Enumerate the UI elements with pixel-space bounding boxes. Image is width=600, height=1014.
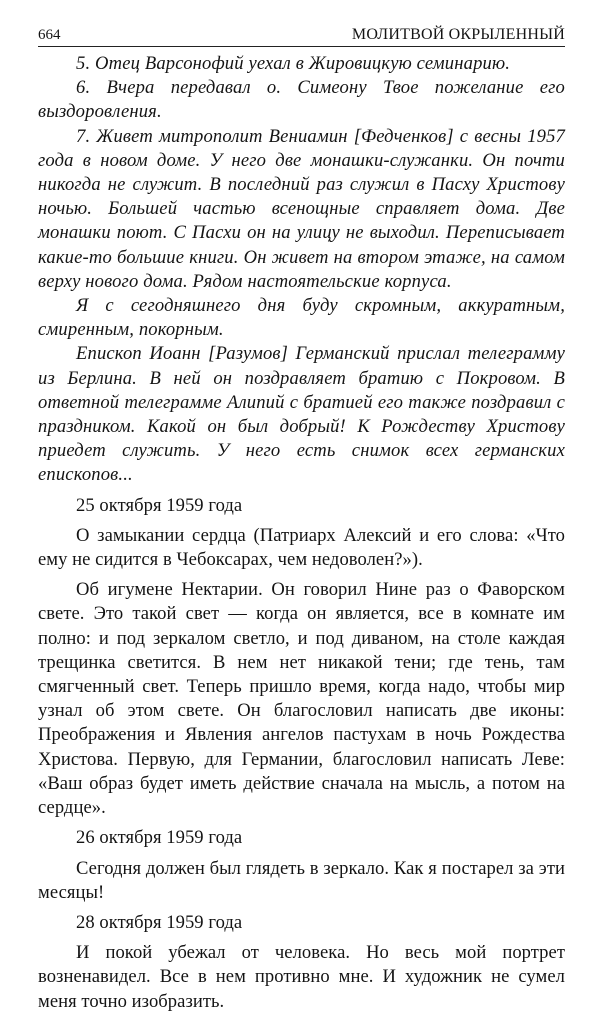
page-header	[38, 22, 565, 47]
running-title: МОЛИТВОЙ ОКРЫЛЕННЫЙ	[351, 26, 565, 43]
paragraph-telegram: Епископ Иоанн [Разумов] Германский прислал телеграмму из Берлина. В ней он поздравляет братию с Покровом. В ответной телеграмме Алипий с братией его также поздравил с праздником. Какой он был добрый! К Рождеству Христову приедет служить. У него есть снимок всех германских епископов...	[38, 343, 565, 486]
date-heading: 26 октября 1959 года	[76, 827, 243, 849]
paragraph: О замыкании сердца (Патриарх Алексий и его слова: «Что ему не сидится в Чебоксарах, чем недоволен?»).	[38, 524, 565, 571]
paragraph-item-7: 7. Живет митрополит Вениамин [Федченков] с весны 1957 года в новом доме. У него две монашки-служанки. Он почти никогда не служит. В последний раз служил в Пасху Христову ночью. Большей частью всенощные справляет дома. Две монашки поют. С Пасхи он на улицу не выходил. Переписывает какие-то большие книги. Он живет на втором этаже, на самом верху нового дома. Рядом настоятельские корпуса.	[38, 125, 565, 292]
book-page	[38, 22, 565, 1014]
paragraph-resolution: Я с сегодняшнего дня буду скромным, аккуратным, смиренным, покорным.	[38, 295, 565, 341]
paragraph: Об игумене Нектарии. Он говорил Нине раз о Фаворском свете. Это такой свет — когда он является, все в комнате им полно: и под зеркалом светло, и под диваном, на столе каждая трещинка светится. В нем нет никакой тени; где тень, там смягченный свет. Теперь пришло время, когда надо, чтобы мир узнал об этом свете. Он благословил написать две иконы: Преображения и Явления ангелов пастухам в ночь Рождества Христова. Первую, для Германии, благословил написать Леве: «Ваш образ будет иметь действие сначала на мысль, а потом на сердце».	[38, 579, 565, 819]
date-heading: 25 октября 1959 года	[76, 494, 243, 516]
paragraph: Сегодня должен был глядеть в зеркало. Как я постарел за эти месяцы!	[38, 857, 565, 903]
paragraph-item-6: 6. Вчера передавал о. Симеону Твое пожелание его выздоровления.	[38, 77, 565, 123]
page-body	[38, 52, 565, 1014]
paragraph-item-5: 5. Отец Варсонофий уехал в Жировицкую семинарию.	[76, 53, 511, 74]
page-number: 664	[38, 27, 61, 43]
paragraph: И покой убежал от человека. Но весь мой портрет возненавидел. Все в нем противно мне. И художник не сумел меня точно изобразить.	[38, 942, 565, 1012]
date-heading: 28 октября 1959 года	[76, 911, 243, 933]
